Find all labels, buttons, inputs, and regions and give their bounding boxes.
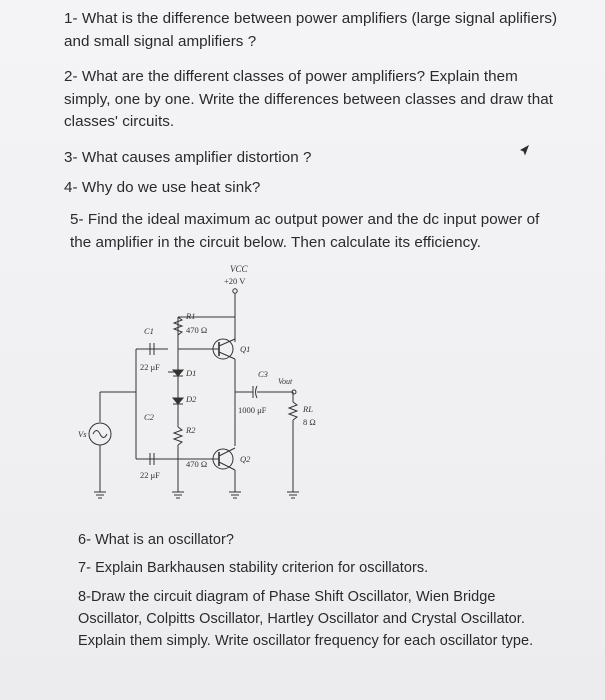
ground-q2 xyxy=(229,492,241,498)
ground-r2 xyxy=(172,492,184,498)
diode-d2 xyxy=(173,398,183,404)
resistor-r2 xyxy=(174,427,182,445)
vs-label: Vs xyxy=(78,429,87,439)
vout-label: Vout xyxy=(278,377,293,386)
c2-label: C2 xyxy=(144,412,154,422)
ground-source xyxy=(94,492,106,498)
d2-label: D2 xyxy=(186,394,197,404)
vcc-label: VCC xyxy=(230,264,248,274)
question-2: 2- What are the different classes of power amplifiers? Explain them simply, one by one. Write the differences between classes and draw that classes' circuits. xyxy=(64,68,553,130)
c1-label: C1 xyxy=(144,326,154,336)
question-5: 5- Find the ideal maximum ac output power and the dc input power of the amplifier in the circuit below. Then calculate its efficiency. xyxy=(70,211,540,251)
rl-value: 8 Ω xyxy=(303,417,316,427)
question-3: 3- What causes amplifier distortion ? xyxy=(64,149,312,166)
question-1: 1- What is the difference between power amplifiers (large signal aplifiers) and small signal amplifiers ? xyxy=(64,10,558,50)
diode-d1 xyxy=(173,370,183,376)
c2-value: 22 μF xyxy=(140,470,160,480)
question-6: 6- What is an oscillator? xyxy=(78,532,234,548)
r2-value: 470 Ω xyxy=(186,459,208,469)
c3-label: C3 xyxy=(258,369,268,379)
rl-label: RL xyxy=(303,404,313,414)
vcc-terminal xyxy=(233,289,237,293)
question-8: 8-Draw the circuit diagram of Phase Shift Oscillator, Wien Bridge Oscillator, Colpitts Oscillator, Hartley Oscillator and Crystal Oscillator. Explain them simply. Write oscillator frequency for each oscillator type. xyxy=(78,589,534,649)
resistor-rl xyxy=(289,402,297,420)
ground-rl xyxy=(287,492,299,498)
q1-label: Q1 xyxy=(240,344,251,354)
r2-label: R2 xyxy=(186,425,196,435)
r1-label: R1 xyxy=(186,311,196,321)
vcc-value: +20 V xyxy=(224,276,246,286)
q2-label: Q2 xyxy=(240,454,251,464)
amplifier-circuit-diagram xyxy=(78,262,338,512)
c3-value: 1000 μF xyxy=(238,405,267,415)
question-4: 4- Why do we use heat sink? xyxy=(64,179,261,196)
cursor-icon xyxy=(517,144,531,158)
d1-label: D1 xyxy=(186,368,197,378)
r1-value: 470 Ω xyxy=(186,325,208,335)
c1-value: 22 μF xyxy=(140,362,160,372)
question-7: 7- Explain Barkhausen stability criterion for oscillators. xyxy=(78,560,429,576)
